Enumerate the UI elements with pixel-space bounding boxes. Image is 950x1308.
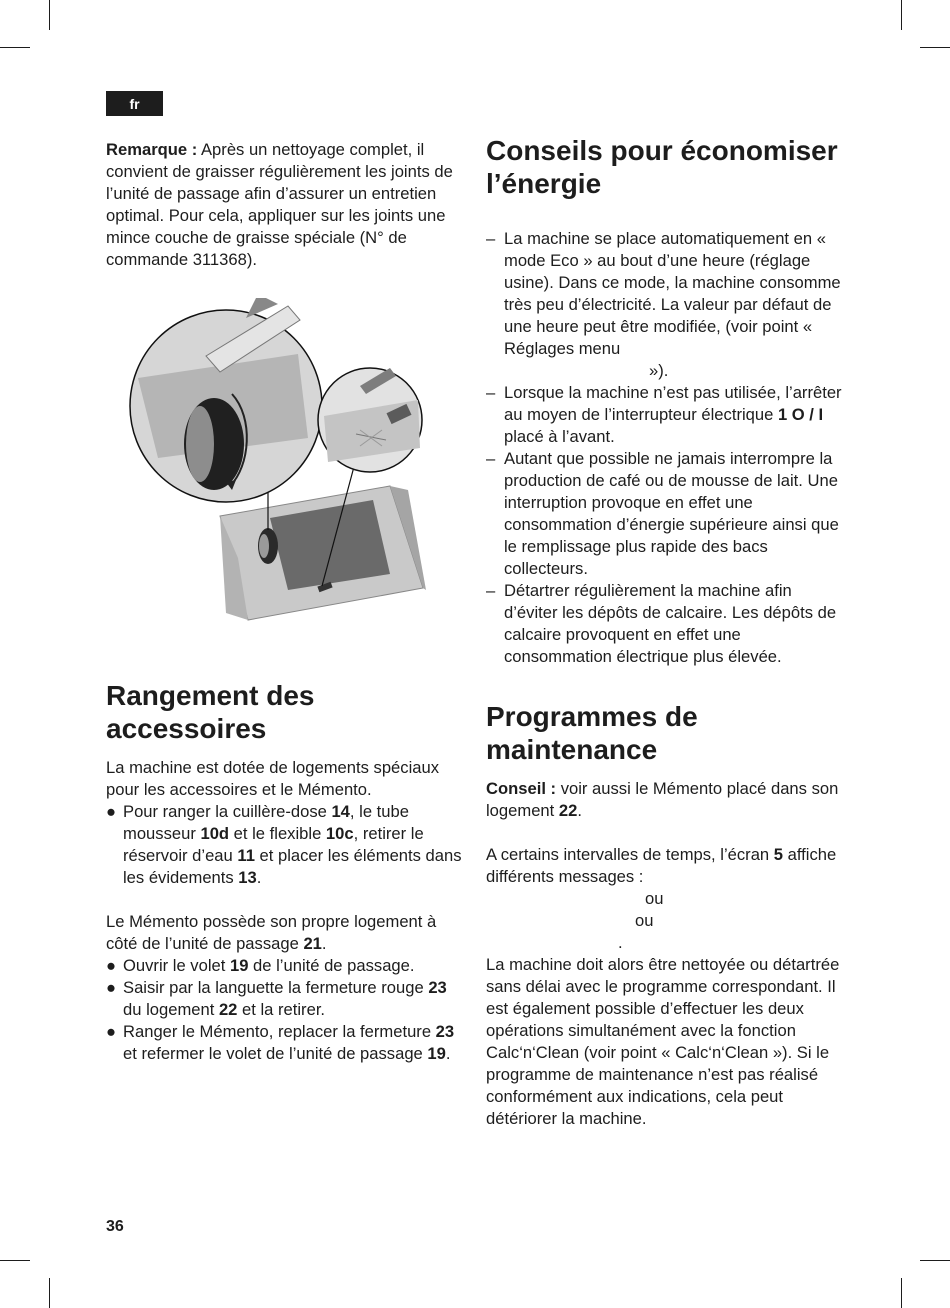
gasket-lubrication-illustration bbox=[128, 298, 426, 628]
list-item: ● Saisir par la languette la fermeture rouge 23 du logement 22 et la retirer. bbox=[106, 978, 447, 1019]
remark-label: Remarque : bbox=[106, 140, 198, 159]
bullet-mark: ● bbox=[106, 1022, 117, 1041]
language-tab: fr bbox=[106, 91, 163, 116]
crop-mark bbox=[0, 47, 30, 48]
period-mark: . bbox=[618, 933, 623, 952]
storage-intro: La machine est dotée de logements spéciaux pour les accessoires et le Mémento. bbox=[106, 758, 440, 799]
dash-mark: – bbox=[486, 383, 496, 402]
storage-bullet-list bbox=[106, 801, 466, 889]
crop-mark bbox=[49, 1278, 50, 1308]
maintenance-heading: Programmes de maintenance bbox=[486, 701, 698, 765]
energy-section bbox=[486, 134, 848, 668]
list-item: – Autant que possible ne jamais interrompre la production de café ou de mousse de lait. Une interruption provoque en effet une consommation d’énergie supérieure ainsi que le remplissage plus rapide des bacs collecteurs. bbox=[486, 449, 839, 578]
page-number: 36 bbox=[106, 1218, 124, 1235]
remark-paragraph bbox=[106, 139, 466, 271]
energy-list bbox=[486, 228, 848, 668]
or-word: ou bbox=[645, 889, 664, 908]
tip-paragraph: Conseil : voir aussi le Mémento placé dans son logement 22. bbox=[486, 779, 839, 820]
memento-bullet-list bbox=[106, 955, 466, 1065]
crop-mark bbox=[0, 1260, 30, 1261]
dash-mark: – bbox=[486, 229, 496, 248]
storage-heading: Rangement des accessoires bbox=[106, 680, 315, 744]
crop-mark bbox=[901, 1278, 902, 1308]
list-item: – Lorsque la machine n’est pas utilisée, l’arrêter au moyen de l’interrupteur électrique 1 O / I placé à l’avant. bbox=[486, 383, 842, 446]
memento-intro: Le Mémento possède son propre logement à côté de l’unité de passage 21. bbox=[106, 912, 437, 953]
crop-mark bbox=[901, 0, 902, 30]
bullet-mark: ● bbox=[106, 956, 117, 975]
dash-mark: – bbox=[486, 449, 496, 468]
power-switch-label: 1 O / I bbox=[777, 405, 824, 424]
intervals-paragraph: A certains intervalles de temps, l’écran 5 affiche différents messages : bbox=[486, 845, 837, 886]
brewing-unit-drawing bbox=[220, 486, 426, 620]
or-word: ou bbox=[635, 911, 654, 930]
storage-section bbox=[106, 679, 466, 1065]
detail-circle-large bbox=[130, 298, 322, 502]
final-paragraph: La machine doit alors être nettoyée ou détartrée sans délai avec le programme correspondant. Il est également possible d’effectuer les deux opérations simultanément avec la fonction Calc‘n‘Clean (voir point « Calc‘n‘Clean »). Si le programme de maintenance n’est pas réalisé conformément aux indications, cela peut détériorer la machine. bbox=[486, 955, 840, 1128]
detail-circle-small bbox=[318, 368, 422, 472]
maintenance-section bbox=[486, 700, 848, 1130]
crop-mark bbox=[49, 0, 50, 30]
dash-mark: – bbox=[486, 581, 496, 600]
list-item: ● Ouvrir le volet 19 de l’unité de passage. bbox=[106, 956, 415, 975]
bullet-mark: ● bbox=[106, 978, 117, 997]
list-item: – Détartrer régulièrement la machine afin d’éviter les dépôts de calcaire. Les dépôts de calcaire provoquent en effet une consommation électrique plus élevée. bbox=[486, 581, 837, 666]
crop-mark bbox=[920, 47, 950, 48]
bullet-mark: ● bbox=[106, 802, 117, 821]
list-item: ● Pour ranger la cuillère-dose 14, le tube mousseur 10d et le flexible 10c, retirer le réservoir d’eau 11 et placer les éléments dans les évidements 13. bbox=[106, 802, 462, 887]
crop-mark bbox=[920, 1260, 950, 1261]
remark-block bbox=[106, 139, 466, 271]
list-item: – La machine se place automatiquement en « mode Eco » au bout d’une heure (réglage usine). Dans ce mode, la machine consomme très peu d’électricité. La valeur par défaut de une heure peut être modifiée, (voir point « Réglages menu »). bbox=[486, 229, 841, 380]
energy-heading: Conseils pour économiser l’énergie bbox=[486, 135, 838, 199]
remark-text: Après un nettoyage complet, il convient de graisser régulièrement les joints de l’unité de passage afin d’assurer un entretien optimal. Pour cela, appliquer sur les joints une mince couche de graisse spéciale (N° de commande 311368). bbox=[106, 140, 453, 269]
list-item: ● Ranger le Mémento, replacer la fermeture 23 et refermer le volet de l’unité de passage 19. bbox=[106, 1022, 455, 1063]
